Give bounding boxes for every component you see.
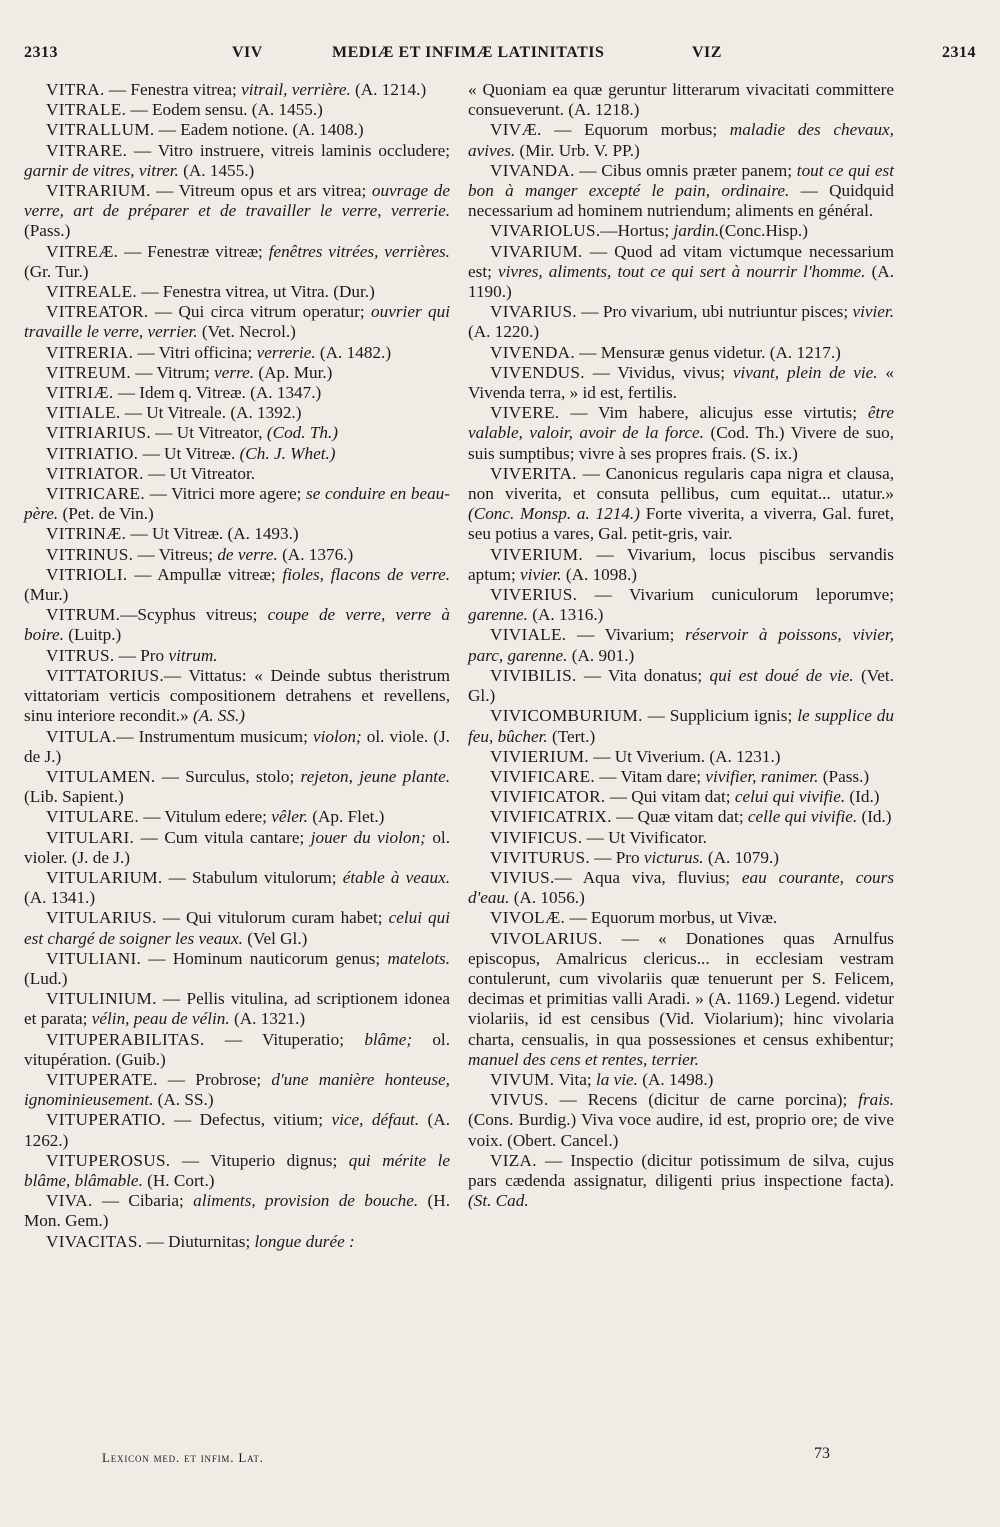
entry-definition: — Supplicium ignis; — [642, 706, 798, 726]
entry-headword: VIVACITAS. — [46, 1231, 143, 1251]
dictionary-entry — [24, 1232, 450, 1252]
dictionary-entry — [468, 828, 894, 848]
entry-definition: — Vivarium cuniculorum leporumve; — [577, 585, 894, 605]
entry-french-gloss: matelots. — [387, 948, 450, 968]
entry-french-gloss: maladie des chevaux, avives. — [468, 120, 894, 160]
dictionary-entry — [24, 343, 450, 363]
entry-french-gloss: fenêtres vitrées, verrières. — [268, 241, 450, 261]
entry-headword: VITRARIUM. — [46, 181, 151, 201]
entry-french-gloss: aliments, provision de bouche. — [193, 1191, 419, 1211]
dictionary-entry — [468, 221, 894, 241]
entry-source: (A. 1321.) — [229, 1009, 306, 1029]
dictionary-entry — [468, 625, 894, 665]
entry-definition: — Stabulum vitulorum; — [162, 867, 343, 887]
dictionary-entry — [468, 1151, 894, 1212]
entry-french-gloss: rejeton, jeune plante. — [300, 766, 450, 786]
entry-french-gloss: (Cod. Th.) — [266, 423, 339, 443]
dictionary-entry — [24, 423, 450, 443]
left-guide-word: VIV — [232, 44, 263, 61]
entry-definition: — Vitro instruere, vitreis laminis occludere; — [127, 140, 450, 160]
entry-french-gloss: étable à veaux. — [342, 867, 450, 887]
entry-headword: VITUPERATIO. — [46, 1110, 166, 1130]
entry-definition: — Ut Vivificator. — [582, 827, 707, 847]
entry-french-gloss: (A. SS.) — [192, 706, 245, 726]
entry-french-gloss: vélin, peau de vélin. — [91, 1009, 230, 1029]
entry-headword: VIVANDA. — [490, 160, 575, 180]
entry-source: (Vel Gl.) — [242, 928, 308, 948]
entry-french-gloss: violon; — [313, 726, 362, 746]
entry-definition: — Ut Vitreale. (A. 1392.) — [120, 403, 302, 423]
dictionary-entry — [468, 343, 894, 363]
entry-french-gloss: (Conc. Monsp. a. 1214.) — [468, 504, 640, 524]
dictionary-entry — [24, 989, 450, 1029]
entry-definition: — Canonicus regularis capa nigra et clausa, non viverita, et consuta pellibus, cum equitat... utatur.» — [468, 463, 894, 504]
entry-headword: VITREATOR. — [46, 302, 149, 322]
dictionary-entry — [24, 141, 450, 181]
entry-source: — Quidquid necessarium ad hominem nutriendum; aliments en général. — [468, 181, 894, 221]
entry-definition: — Inspectio (dicitur potissimum de silva, cujus pars cædenda assignatur, diligenti prius inspectione facta). — [468, 1150, 894, 1190]
entry-french-gloss: le supplice du feu, bûcher. — [468, 706, 894, 746]
entry-headword: VITUPERATE. — [46, 1069, 158, 1089]
entry-source: (A. 1316.) — [527, 605, 604, 625]
right-guide-word: VIZ — [692, 44, 722, 61]
entry-definition: — Vita donatus; — [576, 665, 710, 685]
dictionary-entry — [468, 1090, 894, 1151]
dictionary-entry — [24, 484, 450, 524]
dictionary-entry — [24, 1070, 450, 1110]
entry-french-gloss: longue durée : — [254, 1231, 355, 1251]
dictionary-entry — [24, 1110, 450, 1150]
entry-definition: — Fenestra vitrea, ut Vitra. (Dur.) — [137, 282, 375, 302]
entry-french-gloss: la vie. — [595, 1069, 638, 1089]
entry-definition: — Ut Vitreator, — [151, 423, 267, 443]
entry-definition: — Quod ad vitam victumque necessarium est; — [468, 241, 894, 281]
entry-source: (Ap. Mur.) — [254, 362, 333, 382]
entry-source: « Vivenda terra, » id est, fertilis. — [468, 362, 894, 403]
entry-definition: — Ut Vitreæ. — [138, 443, 240, 463]
entry-source: (Id.) — [857, 807, 892, 827]
entry-headword: VIVENDA. — [490, 342, 575, 362]
entry-headword: VIVARIUM. — [490, 241, 583, 261]
dictionary-entry — [24, 282, 450, 302]
entry-definition: — Vituperio dignus; — [170, 1150, 349, 1170]
entry-definition: — Qui vitulorum curam habet; — [156, 908, 389, 928]
dictionary-entry — [468, 545, 894, 585]
entry-headword: VITULARI. — [46, 827, 135, 847]
entry-headword: VIVERITA. — [490, 463, 577, 483]
entry-french-gloss: se conduire en beau-père. — [24, 484, 450, 524]
entry-source: (Lib. Sapient.) — [24, 787, 124, 807]
entry-definition: — Aqua viva, fluvius; — [554, 867, 742, 887]
entry-headword: VITRUM. — [46, 605, 121, 625]
entry-french-gloss: celui qui est chargé de soigner les veaux. — [24, 908, 450, 948]
entry-definition: — Pro — [114, 645, 169, 665]
entry-definition: — « Donationes quas Arnulfus episcopus, Amalricus clericus... in ecclesiam vestram contulerunt, cum vivolariis quæ tenuerunt per S. Felicem, decimas et primitias valli Aradi. » (A. 1169.) Legend. videtur violariis, id est censibus (Vid. Violarium); hinc vivolaria charta, censualis, in qua possessiones et census exhibentur; — [468, 928, 894, 1049]
entry-french-gloss: (Ch. J. Whet.) — [239, 443, 336, 463]
entry-headword: VIVERE. — [490, 403, 560, 423]
entry-source: (Pass.) — [818, 766, 870, 786]
entry-definition: — Vitreum opus et ars vitrea; — [150, 181, 372, 201]
entry-source: (Pet. de Vin.) — [58, 504, 154, 524]
running-header — [24, 44, 976, 66]
dictionary-entry — [468, 464, 894, 545]
entry-french-gloss: eau courante, cours d'eau. — [468, 867, 895, 908]
entry-headword: VITULARIUM. — [46, 867, 163, 887]
entry-definition: — Ut Vitreator. — [143, 463, 256, 483]
entry-headword: VITRERIA. — [46, 342, 134, 362]
entry-french-gloss: réservoir à poissons, vivier, parc, garenne. — [468, 625, 894, 665]
entry-definition: — Idem q. Vitreæ. (A. 1347.) — [113, 383, 322, 403]
entry-headword: VITRIATOR. — [46, 463, 144, 483]
entry-definition: — Vitrici more agere; — [144, 484, 307, 504]
entry-source: (A. 1098.) — [561, 564, 637, 584]
dictionary-entry — [24, 1151, 450, 1191]
entry-source: (A. SS.) — [153, 1090, 214, 1110]
entry-headword: VITRIÆ. — [46, 383, 114, 403]
entry-definition: Vita; — [554, 1069, 596, 1089]
entry-source: (Vet. Necrol.) — [197, 322, 296, 342]
dictionary-entry — [24, 807, 450, 827]
entry-headword: VIZA. — [490, 1150, 537, 1170]
entry-french-gloss: (St. Cad. — [468, 1191, 529, 1211]
entry-headword: VITRALLUM. — [46, 120, 155, 140]
entry-french-gloss: celui qui vivifie. — [734, 787, 846, 807]
entry-definition: — Cibaria; — [92, 1191, 194, 1211]
entry-headword: VIVICOMBURIUM. — [490, 706, 643, 726]
entry-headword: VIVOLÆ. — [490, 908, 566, 928]
entry-definition: — Pellis vitulina, ad scriptionem idonea et parata; — [24, 989, 450, 1029]
entry-french-gloss: ouvrage de verre, art de préparer et de travailler le verre, verrerie. — [24, 181, 451, 221]
entry-headword: VIVIERIUM. — [490, 746, 589, 766]
entry-source: (A. 1220.) — [468, 322, 540, 342]
entry-french-gloss: vitrail, verrière. — [241, 80, 351, 99]
entry-headword: VITIALE. — [46, 403, 121, 423]
entry-headword: VITREÆ. — [46, 241, 119, 261]
entry-definition: — Surculus, stolo; — [155, 766, 301, 786]
entry-source: ol. vitupération. (Guib.) — [24, 1029, 450, 1069]
entry-headword: VITREUM. — [46, 362, 131, 382]
entry-french-gloss: de verre. — [217, 544, 278, 564]
entry-definition: — Hominum nauticorum genus; — [141, 948, 388, 968]
entry-source: Forte viverita, a viverra, Gal. furet, seu potius a vares, Gal. petit-gris, vair. — [468, 504, 894, 544]
entry-french-gloss: verrerie. — [256, 342, 316, 362]
dictionary-entry — [468, 1070, 894, 1090]
dictionary-entry — [468, 666, 894, 706]
dictionary-entry — [468, 363, 894, 403]
entry-french-gloss: ouvrier qui travaille le verre, verrier. — [24, 302, 450, 342]
entry-source: (Tert.) — [547, 726, 596, 746]
dictionary-entry — [24, 464, 450, 484]
entry-definition: — Fenestra vitrea; — [104, 80, 242, 99]
entry-french-gloss: garnir de vitres, vitrer. — [24, 160, 179, 180]
entry-source: ol. violer. (J. de J.) — [24, 827, 450, 867]
footer-running-title: Lexicon med. et infim. Lat. — [102, 1450, 264, 1465]
entry-headword: VITUPEROSUS. — [46, 1150, 171, 1170]
entry-headword: VIVERIUS. — [490, 585, 578, 605]
dictionary-entry — [24, 1030, 450, 1070]
entry-source: (Luitp.) — [63, 625, 122, 645]
entry-french-gloss: vêler. — [271, 807, 308, 827]
entry-definition: — Vitreus; — [133, 544, 218, 564]
entry-definition: — Vivarium, locus piscibus servandis aptum; — [468, 544, 894, 584]
dictionary-entry — [468, 302, 894, 342]
entry-headword: VITRINUS. — [46, 544, 134, 564]
dictionary-entry — [24, 1191, 450, 1231]
dictionary-entry — [24, 565, 450, 605]
entry-french-gloss: vice, défaut. — [331, 1110, 420, 1130]
dictionary-entry — [24, 120, 450, 140]
entry-definition: — Vividus, vivus; — [584, 362, 733, 382]
entry-definition: — Ut Viverium. (A. 1231.) — [588, 746, 781, 766]
dictionary-entry — [468, 585, 894, 625]
entry-definition: — Fenestræ vitreæ; — [118, 241, 269, 261]
entry-headword: VIVIFICATOR. — [490, 787, 606, 807]
header-title: MEDIÆ ET INFIMÆ LATINITATIS — [332, 44, 605, 61]
entry-headword: VIVIFICARE. — [490, 766, 595, 786]
entry-source: (A. 901.) — [567, 645, 635, 665]
entry-definition: — Vim habere, alicujus esse virtutis; — [559, 403, 868, 423]
dictionary-entry — [468, 929, 894, 1070]
entry-french-gloss: vivier. — [520, 564, 562, 584]
entry-french-gloss: vitrum. — [168, 645, 218, 665]
entry-headword: VIVIUS. — [490, 867, 555, 887]
entry-headword: VIVENDUS. — [490, 362, 585, 382]
entry-definition: — Cibus omnis præter panem; — [574, 160, 797, 180]
entry-headword: VITULARE. — [46, 807, 139, 827]
entry-source: (Mur.) — [24, 585, 69, 605]
dictionary-entry — [24, 302, 450, 342]
entry-source: (A. 1079.) — [703, 847, 779, 867]
entry-definition: — Eadem notione. (A. 1408.) — [154, 120, 364, 140]
entry-headword: VIVA. — [46, 1191, 93, 1211]
entry-headword: VIVOLARIUS. — [490, 928, 603, 948]
entry-french-gloss: garenne. — [468, 605, 528, 625]
entry-definition: — Ampullæ vitreæ; — [127, 564, 283, 584]
entry-definition: — Vitam dare; — [595, 766, 706, 786]
dictionary-entry — [468, 120, 894, 160]
entry-definition: — Probrose; — [157, 1069, 272, 1089]
entry-headword: VIVITURUS. — [490, 847, 590, 867]
entry-source: ol. viole. (J. de J.) — [24, 726, 450, 766]
entry-french-gloss: victurus. — [643, 847, 704, 867]
dictionary-entry — [24, 908, 450, 948]
entry-headword: VITRIATIO. — [46, 443, 139, 463]
dictionary-entry — [24, 646, 450, 666]
entry-french-gloss: vivifier, ranimer. — [705, 766, 819, 786]
dictionary-entry — [468, 767, 894, 787]
dictionary-entry — [24, 545, 450, 565]
entry-headword: VIVIFICATRIX. — [490, 807, 612, 827]
entry-headword: VITULA. — [46, 726, 117, 746]
entry-french-gloss: coupe de verre, verre à boire. — [24, 605, 451, 645]
entry-french-gloss: fioles, flacons de verre. — [282, 564, 450, 584]
entry-definition: — Equorum morbus, ut Vivæ. — [565, 908, 778, 928]
entry-definition: — Qui vitam dat; — [605, 787, 735, 807]
dictionary-entry — [468, 868, 894, 908]
entry-definition: — Vivarium; — [566, 625, 686, 645]
entry-headword: VITULARIUS. — [46, 908, 157, 928]
entry-source: (A. 1455.) — [178, 160, 255, 180]
entry-source: (A. 1376.) — [277, 544, 354, 564]
entry-source: (A. 1341.) — [24, 888, 96, 908]
dictionary-entry — [468, 807, 894, 827]
entry-french-gloss: d'une manière honteuse, ignominieusement. — [24, 1069, 450, 1110]
entry-source: (Cons. Burdig.) Viva voce audire, id est, proprio ore; de vive voix. (Obert. Cancel.) — [468, 1110, 894, 1150]
entry-headword: VIVARIUS. — [490, 302, 577, 322]
dictionary-entry — [24, 524, 450, 544]
entry-headword: VITREALE. — [46, 282, 138, 302]
entry-source: (Conc.Hisp.) — [719, 221, 808, 241]
entry-definition: — Vitri officina; — [133, 342, 257, 362]
entry-french-gloss: blâme; — [364, 1029, 413, 1049]
dictionary-entry — [24, 666, 450, 727]
entry-definition: —Hortus; — [600, 221, 674, 241]
dictionary-entry — [468, 848, 894, 868]
entry-french-gloss: être valable, valoir, avoir de la force. — [468, 403, 894, 443]
dictionary-entry — [468, 908, 894, 928]
dictionary-entry — [468, 80, 894, 120]
entry-source: (Gr. Tur.) — [24, 261, 89, 281]
entry-french-gloss: celle qui vivifie. — [747, 807, 858, 827]
entry-definition: — Vituperatio; — [204, 1029, 365, 1049]
entry-definition: — Pro — [589, 847, 644, 867]
entry-headword: VITULIANI. — [46, 948, 142, 968]
entry-source: (Cod. Th.) Vivere de suo, suis sumptibus; vivre à ses propres frais. (S. ix.) — [468, 423, 894, 463]
entry-headword: VITRINÆ. — [46, 524, 127, 544]
entry-definition: — Eodem sensu. (A. 1455.) — [126, 100, 323, 120]
dictionary-entry — [24, 444, 450, 464]
entry-headword: VITTATORIUS. — [46, 665, 164, 685]
dictionary-entry — [468, 161, 894, 222]
dictionary-entry — [468, 403, 894, 464]
dictionary-entry — [24, 363, 450, 383]
entry-definition: — Diuturnitas; — [142, 1231, 255, 1251]
entry-definition: — Pro vivarium, ubi nutriuntur pisces; — [576, 302, 853, 322]
entry-headword: VITRA. — [46, 80, 105, 99]
entry-source: (H. Mon. Gem.) — [24, 1191, 450, 1231]
entry-definition: — Vittatus: « Deinde subtus theristrum vittatoriam verticis compositionem detrahens et revellens, sinu interiore recondit.» — [24, 665, 450, 726]
dictionary-entry — [24, 242, 450, 282]
entry-headword: VITRUS. — [46, 645, 115, 665]
entry-source: (A. 1482.) — [315, 342, 392, 362]
entry-source: (A. 1214.) — [350, 80, 427, 99]
entry-french-gloss: vivier. — [852, 302, 894, 322]
entry-headword: VIVIFICUS. — [490, 827, 583, 847]
entry-french-gloss: jardin. — [673, 221, 720, 241]
entry-source: (Pass.) — [24, 221, 71, 241]
entry-definition: — Equorum morbus; — [541, 120, 730, 140]
entry-definition: — Vitulum edere; — [138, 807, 272, 827]
entry-headword: VIVARIOLUS. — [490, 221, 601, 241]
entry-headword: VITUPERABILITAS. — [46, 1029, 205, 1049]
entry-french-gloss: tout ce qui est bon à manger excepté le pain, ordinaire. — [468, 160, 894, 201]
entry-headword: VIVUM. — [490, 1069, 555, 1089]
entry-source: (Mir. Urb. V. PP.) — [515, 140, 640, 160]
entry-headword: VITULINIUM. — [46, 989, 157, 1009]
entry-source: (Ap. Flet.) — [307, 807, 385, 827]
entry-source: (Id.) — [845, 787, 880, 807]
entry-definition: — Mensuræ genus videtur. (A. 1217.) — [574, 342, 841, 362]
dictionary-entry — [468, 747, 894, 767]
entry-source: (A. 1498.) — [637, 1069, 714, 1089]
entry-source: (A. 1190.) — [468, 261, 894, 302]
entry-headword: VIVIBILIS. — [490, 665, 577, 685]
dictionary-entry — [468, 706, 894, 746]
dictionary-entry — [24, 605, 450, 645]
dictionary-entry — [468, 787, 894, 807]
entry-source: (A. 1056.) — [509, 888, 585, 908]
entry-headword: VITRALE. — [46, 100, 127, 120]
entry-source: (Vet. Gl.) — [468, 665, 894, 706]
entry-headword: VITRIOLI. — [46, 564, 128, 584]
entry-definition: — Quæ vitam dat; — [611, 807, 748, 827]
entry-definition: — Instrumentum musicum; — [116, 726, 314, 746]
entry-headword: VIVERIUM. — [490, 544, 583, 564]
dictionary-entry — [24, 828, 450, 868]
right-page-number: 2314 — [942, 44, 976, 61]
entry-headword: VITULAMEN. — [46, 766, 156, 786]
entry-french-gloss: vivres, aliments, tout ce qui sert à nourrir l'homme. — [497, 261, 866, 281]
dictionary-entry — [24, 868, 450, 908]
right-column — [468, 80, 894, 1211]
entry-headword: VIVUS. — [490, 1090, 549, 1110]
entry-french-gloss: qui mérite le blâme, blâmable. — [24, 1150, 450, 1190]
sheet-number: 73 — [814, 1445, 830, 1462]
left-page-number: 2313 — [24, 44, 58, 61]
entry-definition: — Ut Vitreæ. (A. 1493.) — [126, 524, 299, 544]
entry-french-gloss: vivant, plein de vie. — [732, 362, 878, 382]
entry-french-gloss: jouer du violon; — [310, 827, 426, 847]
entry-headword: VITRIARIUS. — [46, 423, 151, 443]
entry-source: (H. Cort.) — [142, 1170, 215, 1190]
entry-definition: — Recens (dicitur de carne porcina); — [548, 1090, 859, 1110]
entry-headword: VITRARE. — [46, 140, 128, 160]
dictionary-entry — [24, 181, 450, 242]
dictionary-entry — [24, 383, 450, 403]
dictionary-entry — [24, 949, 450, 989]
dictionary-entry — [24, 403, 450, 423]
entry-source: (Lud.) — [24, 968, 68, 988]
dictionary-entry — [24, 100, 450, 120]
entry-definition: — Defectus, vitium; — [165, 1110, 332, 1130]
entry-definition: — Cum vitula cantare; — [134, 827, 311, 847]
dictionary-entry — [24, 80, 450, 100]
entry-definition: « Quoniam ea quæ geruntur litterarum vivacitati committere consueverunt. (A. 1218.) — [468, 80, 894, 120]
entry-headword: VIVIALE. — [490, 625, 567, 645]
entry-french-gloss: verre. — [214, 362, 255, 382]
entry-french-gloss: qui est doué de vie. — [709, 665, 854, 685]
entry-source: (A. 1262.) — [24, 1110, 450, 1150]
entry-french-gloss: frais. — [858, 1090, 894, 1110]
dictionary-entry — [468, 242, 894, 303]
entry-headword: VITRICARE. — [46, 484, 145, 504]
dictionary-entry — [24, 727, 450, 767]
entry-headword: VIVÆ. — [490, 120, 542, 140]
entry-definition: — Qui circa vitrum operatur; — [148, 302, 372, 322]
entry-definition: —Scyphus vitreus; — [120, 605, 268, 625]
left-column — [24, 80, 450, 1252]
entry-definition: — Vitrum; — [131, 362, 215, 382]
entry-french-gloss: manuel des cens et rentes, terrier. — [468, 1049, 699, 1069]
dictionary-entry — [24, 767, 450, 807]
